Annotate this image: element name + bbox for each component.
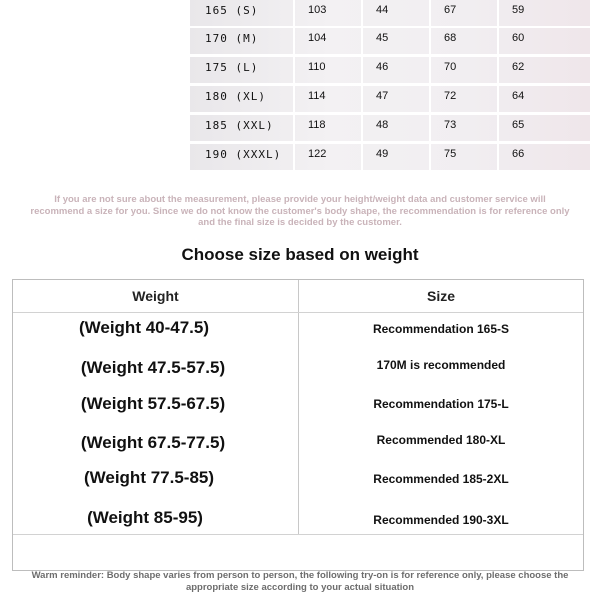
size-recommendation-cell: Recommended 190-3XL [373,513,509,527]
section-title: Choose size based on weight [181,245,419,264]
measure-cell: 68 [444,32,457,44]
weight-range-cell: (Weight 57.5-67.5) [80,394,226,413]
measure-cell: 65 [512,119,525,131]
size-column-header: Size [426,288,455,304]
size-recommendation-cell: 170M is recommended [376,358,506,372]
table-row [190,144,590,170]
row-divider [13,534,583,535]
measure-cell: 48 [376,119,389,131]
column-divider [497,0,499,170]
size-cell: 190 (XXXL) [205,148,282,161]
size-recommendation-cell: Recommendation 165-S [372,322,510,336]
measure-cell: 103 [308,4,327,16]
size-reminder: Warm reminder: Body shape varies from person to person, the following try-on is for reference only, please choose the appropriate size according to your actual situation [31,570,569,593]
measure-cell: 67 [444,4,457,16]
column-divider [429,0,431,170]
measure-cell: 110 [308,61,326,73]
measure-cell: 60 [512,32,525,44]
weight-range-cell: (Weight 40-47.5) [78,318,210,337]
measure-cell: 70 [444,61,457,73]
size-recommendation-cell: Recommended 185-2XL [373,472,509,486]
measure-cell: 118 [308,119,326,131]
size-cell: 185 (XXL) [205,119,274,132]
column-divider [293,0,295,170]
size-recommendation-cell: Recommendation 175-L [373,397,509,411]
table-row [190,57,590,83]
size-cell: 170 (M) [205,32,259,45]
size-cell: 175 (L) [205,61,259,74]
measure-cell: 59 [512,4,525,16]
measure-cell: 46 [376,61,389,73]
size-cell: 180 (XL) [205,90,266,103]
measure-cell: 44 [376,4,389,16]
weight-range-cell: (Weight 85-95) [87,508,203,527]
size-cell: 165 (S) [205,4,259,17]
weight-size-table [12,279,584,571]
measure-cell: 72 [444,90,457,102]
measure-cell: 62 [512,61,525,73]
weight-range-cell: (Weight 67.5-77.5) [80,433,226,452]
table-row [190,86,590,112]
table-row [190,0,590,26]
table-row [190,115,590,141]
size-recommendation-cell: Recommended 180-XL [376,433,506,447]
measure-cell: 73 [444,119,457,131]
row-divider [13,312,583,313]
measure-cell: 114 [308,90,326,102]
size-measurement-table [190,0,590,172]
column-divider [361,0,363,170]
measurement-notice: If you are not sure about the measurement, please provide your height/weight data and customer service will recommend a size for you. Since we do not know the customer's body shape, the recommendation is for reference only and the final size is decided by the customer. [30,194,570,228]
measure-cell: 49 [376,148,389,160]
table-row [190,28,590,54]
measure-cell: 122 [308,148,327,160]
weight-range-cell: (Weight 47.5-57.5) [80,358,226,377]
measure-cell: 45 [376,32,389,44]
measure-cell: 104 [308,32,327,44]
measure-cell: 75 [444,148,457,160]
measure-cell: 47 [376,90,389,102]
measure-cell: 64 [512,90,525,102]
measure-cell: 66 [512,148,525,160]
weight-range-cell: (Weight 77.5-85) [83,468,215,487]
weight-column-header: Weight [132,288,179,304]
